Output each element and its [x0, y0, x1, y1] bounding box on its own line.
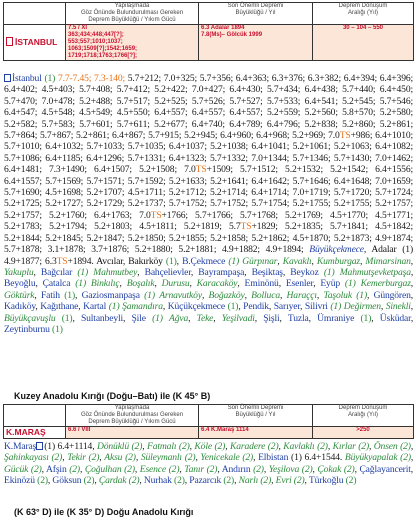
- district: Göktürk: [4, 289, 35, 301]
- district: Şile: [131, 312, 146, 324]
- count-label: (2): [184, 452, 196, 464]
- col1-header-line1: Yapılaşmada: [114, 3, 150, 9]
- count-label: (2): [260, 475, 272, 487]
- return-interval: >250: [313, 427, 414, 439]
- quake-list: +1894.: [67, 255, 94, 267]
- count-label: (1): [165, 255, 177, 267]
- district: Türkoğlu: [308, 475, 344, 487]
- district: Mahmutşevketpaşa: [339, 266, 411, 278]
- count-label: (2): [317, 441, 328, 452]
- district: Elbistan: [258, 452, 289, 464]
- district: Tuzla: [287, 312, 309, 324]
- district: Fatmalı: [147, 441, 177, 452]
- district: Aksu: [104, 452, 123, 464]
- count-label: (1): [144, 289, 155, 301]
- quake-list-2: +986; 6.4+1010; 5.7+1010; 6.4+1032; 5.7+1033; 5.7+1035; 6.4+1037; 5.2+1038; 6.4+1041; 5.2+1061; 5.2+1063; 6.4+1082; 5.7+1086; 6.4+1185; 6.4+1296; 5.7+1331; 6.4+1323; 5.7+1332; 7.0+1344; 5.7+1346; 5.7+1430; 7.0+1462; 6.4+1481; 7.3+1490; 6.4+1507; 5.2+1508; 7.0: [4, 130, 414, 176]
- tsunami-marker: TS: [339, 130, 351, 142]
- quake-list-3: +1509; 5.7+1512; 5.2+1532; 5.2+1542; 6.4+1556; 6.4+1557; 5.7+1569; 5.7+1571; 5.7+1592; 5.2+1633; 5.2+1641; 6.4+1642; 5.7+1646; 6.4+1648; 7.0+1659; 5.7+1690; 4.5+1698; 5.2+1707; 4.5+1711; 5.2+1712; 5.2+1714; 6.4+1714; 7.0+1719; 5.7+1720; 5.7+1724; 5.2+1725; 5.2+1727; 5.2+1729; 5.2+1737; 5.7+1752; 5.7+1752; 5.7+1754; 5.2+1755; 5.2+1755; 5.2+1757; 5.2+1757; 5.2+1760; 6.4+1763; 7.0: [4, 164, 413, 221]
- kmaras-table-row: [4, 427, 414, 439]
- district: B.Çekmece: [182, 255, 226, 267]
- district: Nurhak: [143, 475, 172, 487]
- col1-header-line1: Yapılaşmada: [114, 405, 150, 411]
- tsunami-marker: TS: [56, 255, 68, 267]
- district: Şahinkayası: [4, 452, 49, 464]
- count-label: (2): [253, 463, 264, 475]
- district: Kavaklı: [282, 255, 312, 267]
- count-label: (2): [345, 475, 357, 487]
- count-label: (1): [77, 266, 89, 278]
- city-name: İSTANBUL: [15, 37, 58, 47]
- district: Çardak: [98, 475, 127, 487]
- count-label: (2): [69, 463, 80, 475]
- district: Pendik: [243, 301, 269, 313]
- district: Kırlar: [332, 441, 356, 452]
- count-label: (2): [242, 452, 254, 464]
- district: Andırın: [221, 463, 251, 475]
- last-quake-1: 6.3 Adalar 1894: [201, 25, 245, 31]
- district: Köle: [194, 441, 212, 452]
- district: Yeşilvadi: [221, 312, 255, 324]
- count-label: (1): [108, 301, 120, 313]
- count-label: (2): [83, 475, 95, 487]
- district: Sultanbeyli: [80, 312, 124, 324]
- kmaras-paragraph: K.Maraş (1) 6.4+1114, Dönüklü (2), Fatmalı (2), Köle (2), Karadere (2), Kavlaklı (2), Kırlar (2), Önsen (2), Şahinkayası (2), Tekir (2), Aksu (2), Süleymanlı (2), Yenicekale (2), Elbistan (1) 6.4+1544. Büyükyapalak (2), Gücük (2), Afşin (2), Çoğulhan (2), Esence (2), Tanır (2), Andırın (2), Yeşilova (2), Çokak (2), Çağlayancerit, Ekinözü (2), Göksun (2), Çardak (2), Nurhak (2), Pazarcık (2), Narlı (2), Evri (2), Türkoğlu (2): [4, 441, 414, 487]
- last-quake: 6.4 K.Maraş 1114: [199, 427, 313, 439]
- district: Arnavutköy: [159, 289, 202, 301]
- col1-header-line3: Deprem Büyüklüğü / Yıkım Gücü: [88, 419, 176, 425]
- district: Mimarsinan: [365, 255, 411, 267]
- count-label: (1): [228, 255, 240, 267]
- count-label: (2): [131, 441, 143, 452]
- count-label: (2): [400, 441, 411, 452]
- city-name: K.MARAŞ: [4, 427, 66, 439]
- district: Şamandıra: [122, 301, 163, 313]
- district: Eminönü: [244, 278, 279, 290]
- quake-list-4: +1766; 5.7+1766; 5.7+1768; 5.2+1769; 4.5+1770; 4.5+1771; 5.2+1783; 5.2+1794; 5.2+1803; 4.5+1811; 5.2+1819; 5.7: [4, 209, 413, 233]
- count-label: (2): [128, 475, 140, 487]
- district: Tekir: [67, 452, 86, 464]
- district: Avcılar: [96, 255, 123, 267]
- historic-years-1: 363;434;448;447[?];: [68, 32, 124, 38]
- district: Adalar: [371, 244, 397, 256]
- count-label: (2): [88, 452, 100, 464]
- district-kmaras: K.Maraş: [4, 441, 37, 452]
- district: Beşiktaş: [251, 266, 283, 278]
- count-label: (2): [206, 463, 218, 475]
- tsunami-marker: TS: [195, 164, 207, 176]
- checkbox-icon: [6, 37, 13, 46]
- count-label: (2): [30, 463, 42, 475]
- district: Çokak: [317, 463, 342, 475]
- col3-header-line1: Deprem Dönüşüm: [338, 3, 388, 9]
- count-label: (2): [125, 452, 136, 464]
- district-istanbul: İstanbul: [12, 73, 42, 84]
- district: Silivri: [304, 301, 328, 313]
- historic-years-4: 1719;1718;1763;1766[?];: [68, 53, 138, 59]
- district: Göksun: [52, 475, 82, 487]
- count-label: (1): [323, 266, 335, 278]
- district: Esence: [139, 463, 167, 475]
- col1-header-line2: Göz Önünde Bulundurulması Gereken: [80, 412, 184, 418]
- district: Değirmen: [343, 301, 381, 313]
- district: Büyükçekmece: [309, 244, 364, 256]
- district: Gürpınar: [242, 255, 278, 267]
- count-label: (2): [267, 441, 279, 452]
- district: Boşalık: [126, 278, 155, 290]
- col3-header-line2: Aralığı (Yıl): [347, 10, 378, 16]
- tsunami-marker: TS: [150, 209, 162, 221]
- magnitude-value: 7.5 / XI: [68, 25, 88, 31]
- district: Küçükçekmece: [167, 301, 226, 313]
- count-label: (1): [44, 73, 56, 84]
- district: Bayrampaşa: [198, 266, 245, 278]
- district: Mahmutbey: [93, 266, 138, 278]
- col3-header-line1: Deprem Dönüşüm: [338, 405, 388, 411]
- district: Fatih: [40, 289, 60, 301]
- col1-header-line2: Göz Önünde Bulundurulması Gereken: [80, 10, 184, 16]
- count-label: (2): [301, 463, 313, 475]
- district: Pazarcık: [189, 475, 222, 487]
- section-heading-east-anatolian: (K 63° D) ile (K 35° D) Doğu Anadolu Kırığı: [14, 507, 194, 517]
- count-label: (1): [330, 301, 342, 313]
- district: Yeşilova: [268, 463, 300, 475]
- col2-header-line2: Büyüklüğü / Yıl: [235, 10, 276, 16]
- count-label: (1): [360, 312, 372, 324]
- district: Narlı: [238, 475, 259, 487]
- district: Çağlayancerit: [359, 463, 411, 475]
- district: Boğazköy: [208, 289, 245, 301]
- istanbul-table-header: [4, 3, 414, 25]
- district: Tanır: [184, 463, 204, 475]
- district: Çatalca: [42, 278, 71, 290]
- district: Beyoğlu: [4, 278, 36, 290]
- count-label: (1): [64, 289, 75, 301]
- count-label: (2): [51, 452, 63, 464]
- district: Sinekli: [385, 301, 411, 313]
- tsunami-marker: TS: [240, 221, 252, 233]
- istanbul-table: [3, 2, 414, 61]
- magnitude-value: 6.6 / VIII: [66, 427, 199, 439]
- count-label: (1): [356, 289, 367, 301]
- quake-list: (1) 6.4+1544.: [291, 452, 343, 464]
- count-label: (2): [343, 463, 355, 475]
- district: Sarıyer: [273, 301, 301, 313]
- count-label: (2): [223, 475, 235, 487]
- district: Yenicekale: [200, 452, 240, 464]
- historic-years-3: 1063;1509[?];1542;1659;: [68, 46, 138, 52]
- district: Yakuplu: [4, 266, 34, 278]
- district: Gaziosmanpaşa: [81, 289, 140, 301]
- last-quake-2: 7.8(Ms)– Gölcük 1999: [201, 32, 263, 38]
- district: Kavlaklı: [283, 441, 315, 452]
- istanbul-table-row: [4, 25, 414, 61]
- district: Şişli: [263, 312, 280, 324]
- count-label: (2): [358, 441, 370, 452]
- col1-header-line3: Deprem Büyüklüğü / Yıkım Gücü: [88, 17, 176, 23]
- count-label: (2): [124, 463, 135, 475]
- district: Bolluca: [251, 289, 280, 301]
- historic-years-2: 553;557;1010;1037;: [68, 39, 123, 45]
- count-label: (1): [152, 312, 163, 324]
- checkbox-icon: [36, 442, 43, 450]
- district: Kadıköy: [4, 301, 36, 313]
- district: Afşin: [46, 463, 67, 475]
- count-label: (2): [168, 463, 180, 475]
- count-label: (2): [214, 441, 226, 452]
- district: Evri: [275, 475, 292, 487]
- district: Kağıthane: [40, 301, 79, 313]
- kmaras-table: [3, 404, 414, 439]
- count-label: (1): [61, 312, 73, 324]
- district: Süleymanlı: [140, 452, 182, 464]
- district: Beykoz: [290, 266, 319, 278]
- quake-list-5: +1829; 5.2+1835; 5.7+1841; 4.5+1842; 5.2+1844; 5.2+1845; 5.2+1847; 5.2+1850; 5.2+1855; 5.2+1858; 5.2+1862; 4.5+1870; 5.2+1873; 4.9+1874; 5.7+1878; 3.1+1878; 3.7+1876; 5.2+1880; 5.2+1881; 4.9+1882; 4.9+1894;: [4, 221, 413, 256]
- return-interval: 30 – 104 – 550: [342, 25, 384, 31]
- district: Büyükyapalak: [344, 452, 398, 464]
- count-label: (1): [227, 301, 239, 313]
- district: Ekinözü: [4, 475, 35, 487]
- checkbox-icon: [4, 74, 11, 82]
- count-label: (2): [37, 475, 48, 487]
- district: Üsküdar: [379, 312, 411, 324]
- section-heading-north-anatolian: Kuzey Anadolu Kırığı (Doğu–Batı) ile (K 45° B): [14, 391, 211, 401]
- district: Taşoluk: [323, 289, 352, 301]
- quake-list-1: 5.7+212; 7.0+325; 5.7+356; 6.4+363; 6.3+376; 6.3+382; 6.4+394; 6.4+396; 6.4+402; 4.5+403; 5.7+408; 5.7+412; 5.2+422; 7.0+427; 6.4+430; 5.7+434; 6.4+438; 5.7+440; 6.4+450; 5.7+470; 7.0+478; 5.2+488; 5.7+517; 5.2+525; 5.7+526; 5.7+527; 5.7+533; 6.4+541; 5.2+545; 5.7+546; 6.4+547; 4.5+548; 4.5+549; 4.5+550; 6.4+557; 6.4+557; 6.4+557; 5.2+559; 5.2+560; 5.8+570; 5.2+580; 5.2+582; 5.7+583; 5.7+601; 5.7+611; 5.2+677; 6.4+740; 6.4+789; 6.4+796; 5.2+838; 5.2+860; 5.2+861; 5.7+864; 5.7+867; 5.2+861; 6.4+867; 5.7+915; 5.2+945; 6.4+960; 6.4+968; 5.2+969; 7.0: [4, 73, 414, 142]
- kmaras-table-header: [4, 405, 414, 427]
- district: Esenler: [285, 278, 314, 290]
- magnitude-highlight: 7.7-7.45; 7.3-140;: [57, 73, 126, 84]
- count-label: (1): [75, 278, 86, 290]
- district: Kumburgaz: [316, 255, 360, 267]
- col2-header-line1: Son Önemli Depremi: [227, 405, 284, 411]
- district: Büyükçavuşlu: [4, 312, 56, 324]
- district: Karadere: [230, 441, 266, 452]
- district: Bakırköy: [128, 255, 163, 267]
- district: Zeytinburnu: [4, 323, 50, 335]
- district: Ümraniye: [317, 312, 355, 324]
- col2-header-line2: Büyüklüğü / Yıl: [235, 412, 276, 418]
- quake-list: (1) 4.9+1877; 6.3: [4, 244, 413, 267]
- col2-header-line1: Son Önemli Depremi: [227, 3, 284, 9]
- count-label: (2): [400, 452, 411, 464]
- district: Eyüp: [320, 278, 340, 290]
- count-label: (1): [52, 323, 63, 335]
- district: Teke: [196, 312, 214, 324]
- district: Gücük: [4, 463, 29, 475]
- district: Önsen: [373, 441, 398, 452]
- count-label: (2): [293, 475, 305, 487]
- district: Bahçelievler: [144, 266, 191, 278]
- district: Karacaköy: [196, 278, 238, 290]
- col3-header-line2: Aralığı (Yıl): [347, 412, 378, 418]
- district: Güngören: [373, 289, 411, 301]
- count-label: (1): [344, 278, 356, 290]
- istanbul-paragraph: İstanbul (1) 7.7-7.45; 7.3-140; 5.7+212; 7.0+325; 5.7+356; 6.4+363; 6.3+376; 6.3+382; 6.4+394; 6.4+396; 6.4+402; 4.5+403; 5.7+408; 5.7+412; 5.2+422; 7.0+427; 6.4+430; 5.7+434; 6.4+438; 5.7+440; 6.4+450; 5.7+470; 7.0+478; 5.2+488; 5.7+517; 5.2+525; 5.7+526; 5.7+527; 5.7+533; 6.4+541; 5.2+545; 5.7+546; 6.4+547; 4.5+548; 4.5+549; 4.5+550; 6.4+557; 6.4+557; 6.4+557; 5.2+559; 5.2+560; 5.8+570; 5.2+580; 5.2+582; 5.7+583; 5.7+601; 5.7+611; 5.2+677; 6.4+740; 6.4+789; 6.4+796; 5.2+838; 5.2+860; 5.2+861; 5.7+864; 5.7+867; 5.2+861; 6.4+867; 5.7+915; 5.2+945; 6.4+960; 6.4+968; 5.2+969; 7.0TS+986; 6.4+1010; 5.7+1010; 6.4+1032; 5.7+1033; 5.7+1035; 6.4+1037; 5.2+1038; 6.4+1041; 5.2+1061; 5.2+1063; 6.4+1082; 5.7+1086; 6.4+1185; 6.4+1296; 5.7+1331; 6.4+1323; 5.7+1332; 7.0+1344; 5.7+1346; 5.7+1430; 7.0+1462; 6.4+1481; 7.3+1490; 6.4+1507; 5.2+1508; 7.0TS+1509; 5.7+1512; 5.2+1532; 5.2+1542; 6.4+1556; 6.4+1557; 5.7+1569; 5.7+1571; 5.7+1592; 5.2+1633; 5.2+1641; 6.4+1642; 5.7+1646; 6.4+1648; 7.0+1659; 5.7+1690; 4.5+1698; 5.2+1707; 4.5+1711; 5.2+1712; 5.2+1714; 6.4+1714; 7.0+1719; 5.7+1720; 5.7+1724; 5.2+1725; 5.2+1727; 5.2+1729; 5.2+1737; 5.7+1752; 5.7+1752; 5.7+1754; 5.2+1755; 5.2+1755; 5.2+1757; 5.2+1757; 5.2+1760; 6.4+1763; 7.0TS+1766; 5.7+1766; 5.7+1768; 5.2+1769; 4.5+1770; 4.5+1771; 5.2+1783; 5.2+1794; 5.2+1803; 4.5+1811; 5.2+1819; 5.7TS+1829; 5.2+1835; 5.7+1841; 4.5+1842; 5.2+1844; 5.2+1845; 5.2+1847; 5.2+1850; 5.2+1855; 5.2+1858; 5.2+1862; 4.5+1870; 5.2+1873; 4.9+1874; 5.7+1878; 3.1+1878; 3.7+1876; 5.2+1880; 5.2+1881; 4.9+1882; 4.9+1894; Büyükçekmece, Adalar (1) 4.9+1877; 6.3TS+1894. Avcılar, Bakırköy (1), B.Çekmece (1) Gürpınar, Kavaklı, Kumburgaz, Mimarsinan, Yakuplu, Bağcılar (1) Mahmutbey, Bahçelievler, Bayrampaşa, Beşiktaş, Beykoz (1) Mahmutşevketpaşa, Beyoğlu, Çatalca (1) Binkılıç, Boşalık, Durusu, Karacaköy, Eminönü, Esenler, Eyüp (1) Kemerburgaz, Göktürk, Fatih (1), Gaziosmanpaşa (1) Arnavutköy, Boğazköy, Bolluca, Haraççı, Taşoluk (1), Güngören, Kadıköy, Kağıthane, Kartal (1) Şamandıra, Küçükçekmece (1), Pendik, Sarıyer, Silivri (1) Değirmen, Sinekli, Büyükçavuşlu (1), Sultanbeyli, Şile (1) Ağva, Teke, Yeşilvadi, Şişli, Tuzla, Ümraniye (1), Üsküdar, Zeytinburnu (1): [4, 73, 414, 335]
- district: Durusu: [161, 278, 190, 290]
- district: Haraççı: [286, 289, 317, 301]
- district: Binkılıç: [90, 278, 120, 290]
- quake-list: (1) 6.4+1114,: [44, 441, 95, 452]
- count-label: (2): [178, 441, 190, 452]
- district: Kemerburgaz: [360, 278, 411, 290]
- district: Çoğulhan: [84, 463, 122, 475]
- district: Kartal: [83, 301, 107, 313]
- count-label: (2): [174, 475, 185, 487]
- district: Dönüklü: [96, 441, 129, 452]
- district: Bağcılar: [40, 266, 73, 278]
- district: Ağva: [169, 312, 189, 324]
